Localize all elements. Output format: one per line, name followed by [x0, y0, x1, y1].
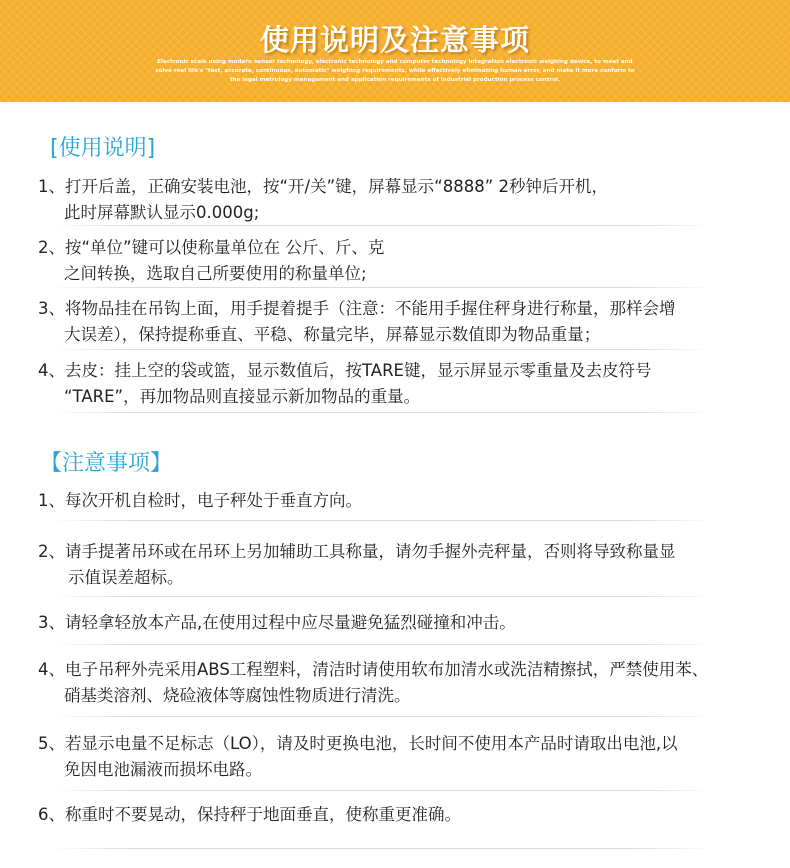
notes-item-3: [38, 610, 516, 636]
header-subtitle-line: solve real life's "fast, accurate, continuous, automatic" weighing requirements, while effectively eliminating human error, and make it more conform to: [155, 68, 635, 74]
usage-item-2-line2: 之间转换，选取自己所要使用的称量单位;: [64, 264, 367, 283]
header-banner: [0, 0, 790, 102]
separator: [50, 790, 715, 791]
usage-item-2: [38, 235, 384, 287]
header-subtitle-line: Electronic scale using modern sensor technology, electronic technology and computer technology integration electronic weighing device, to meet and: [157, 59, 633, 65]
notes-item-5-line1: 5、若显示电量不足标志（LO），请及时更换电池，长时间不使用本产品时请取出电池,以: [38, 734, 678, 753]
usage-item-3-line2: 大误差），保持提称垂直、平稳、称量完毕，屏幕显示数值即为物品重量；: [64, 325, 601, 344]
page-title: 使用说明及注意事项: [259, 23, 530, 57]
usage-item-1: [38, 174, 608, 226]
notes-item-2-line1: 2、请手提著吊环或在吊环上另加辅助工具称量，请勿手握外壳秤量，否则将导致称量显: [38, 542, 676, 561]
usage-item-2-line1: 2、按“单位”键可以使称量单位在 公斤、斤、克: [38, 238, 385, 257]
usage-item-4: [38, 358, 651, 410]
notes-item-4: [38, 657, 708, 709]
separator: [50, 848, 715, 849]
header-subtitle: [120, 58, 670, 85]
notes-section-title: 【注意事项】: [40, 451, 173, 476]
notes-item-6-line1: 6、称重时不要晃动，保持秤于地面垂直，使称重更准确。: [38, 805, 461, 824]
separator: [50, 520, 715, 521]
notes-item-5-line2: 免因电池漏液而损坏电路。: [64, 760, 262, 779]
notes-item-4-line2: 硝基类溶剂、烧硷液体等腐蚀性物质进行清洗。: [64, 686, 411, 705]
separator: [50, 412, 715, 413]
separator: [50, 716, 715, 717]
notes-item-6: [38, 802, 461, 828]
header-subtitle-line: the legal metrology management and application requirements of industrial production process control.: [229, 77, 561, 83]
usage-item-3: [38, 296, 676, 348]
separator: [50, 225, 715, 226]
notes-item-2-line2: 示值误差超标。: [68, 568, 184, 587]
notes-item-1-line1: 1、每次开机自检时，电子秤处于垂直方向。: [38, 491, 362, 510]
usage-item-4-line2: “TARE”，再加物品则直接显示新加物品的重量。: [64, 387, 421, 406]
notes-item-5: [38, 731, 678, 783]
separator: [50, 349, 715, 350]
notes-item-1: [38, 488, 362, 514]
notes-item-4-line1: 4、电子吊秤外壳采用ABS工程塑料，清洁时请使用软布加清水或洗洁精擦拭，严禁使用苯、: [38, 660, 709, 679]
usage-item-4-line1: 4、去皮：挂上空的袋或篮，显示数值后，按TARE键，显示屏显示零重量及去皮符号: [38, 361, 652, 380]
separator: [50, 596, 715, 597]
notes-item-3-line1: 3、请轻拿轻放本产品,在使用过程中应尽量避免猛烈碰撞和冲击。: [38, 613, 516, 632]
usage-item-1-line2: 此时屏幕默认显示0.000g;: [64, 203, 260, 222]
usage-item-1-line1: 1、打开后盖，正确安装电池，按“开/关”键，屏幕显示“8888” 2秒钟后开机，: [38, 177, 608, 196]
usage-item-3-line1: 3、将物品挂在吊钩上面，用手提着提手（注意：不能用手握住秤身进行称量，那样会增: [38, 299, 676, 318]
usage-section-title: [使用说明]: [50, 136, 156, 161]
notes-item-2: [38, 539, 676, 591]
separator: [50, 644, 715, 645]
separator: [50, 287, 715, 288]
